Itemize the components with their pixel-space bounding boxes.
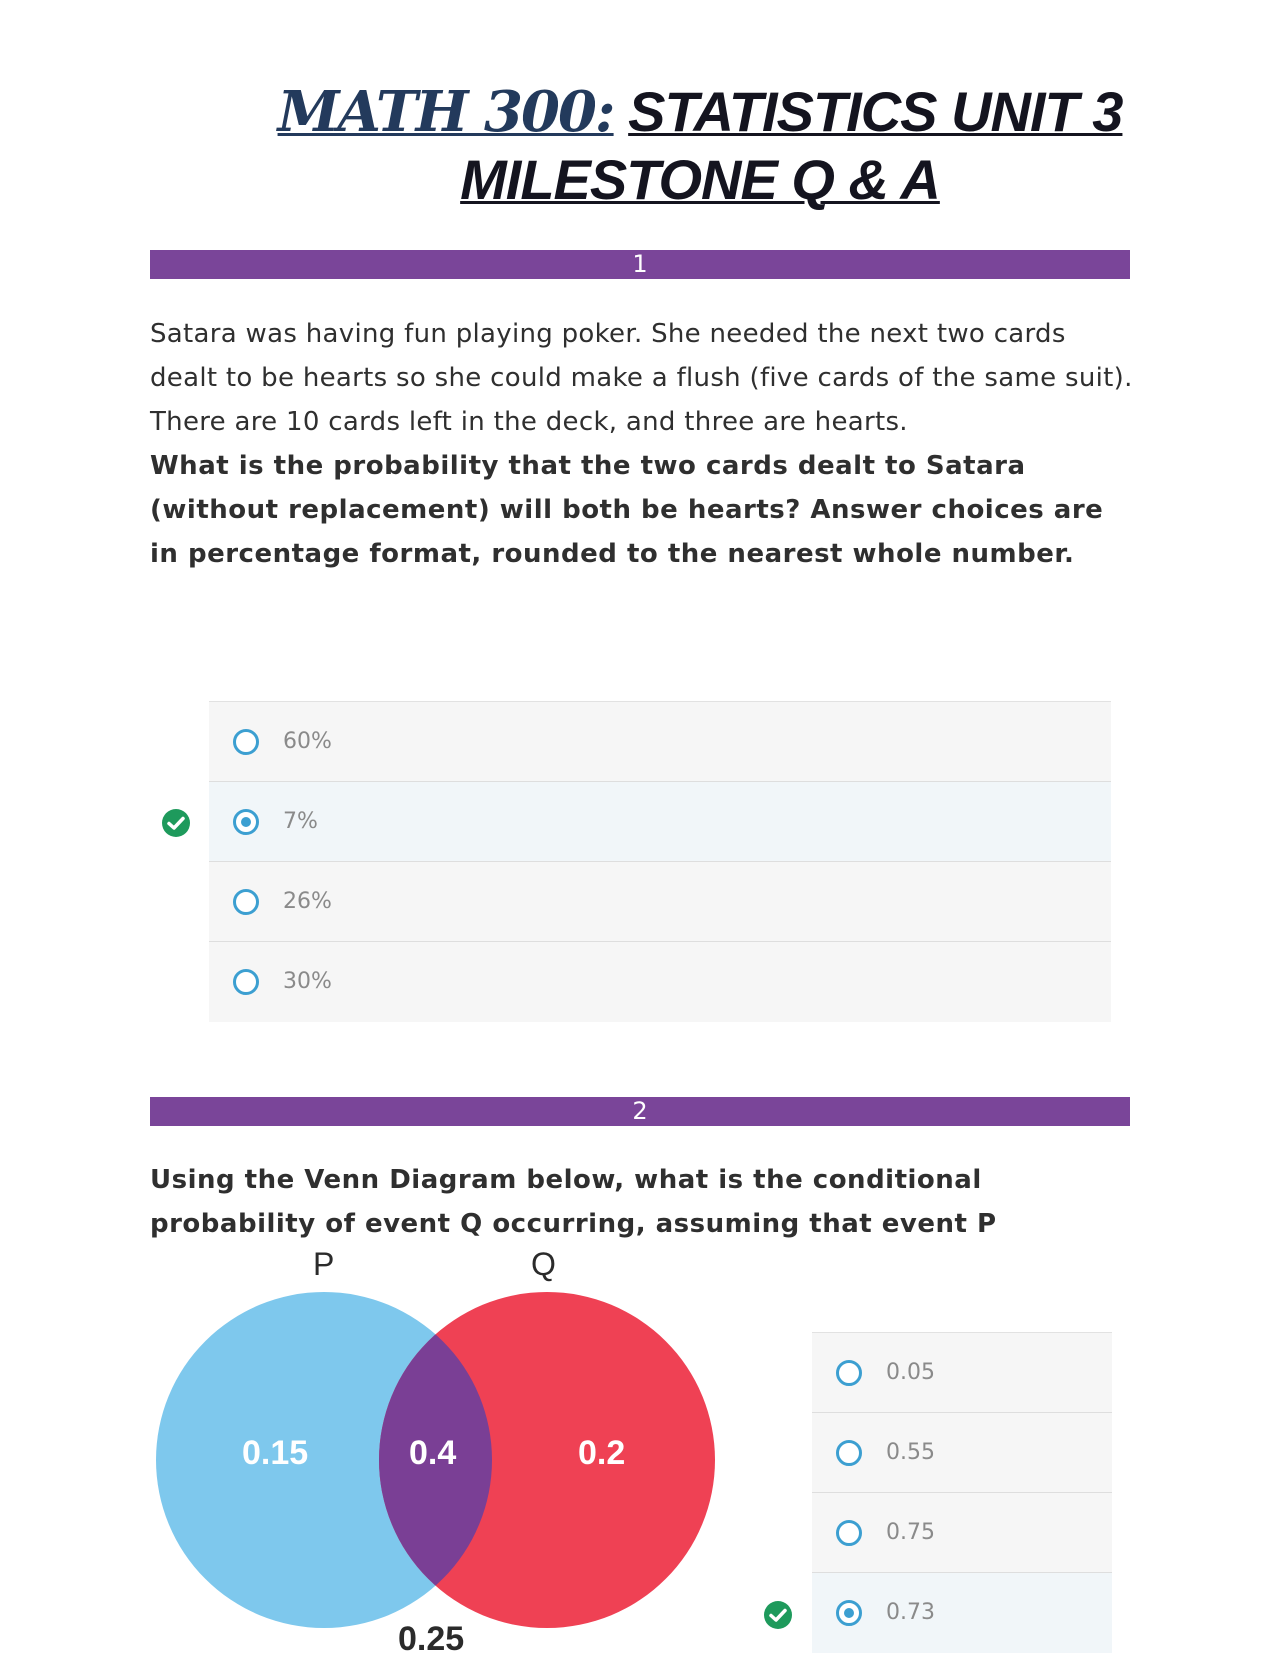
venn-label-q: Q — [531, 1246, 556, 1282]
choice-option[interactable] — [812, 1493, 1112, 1573]
choice-label: 0.55 — [886, 1440, 935, 1465]
venn-label-p: P — [313, 1246, 335, 1282]
radio-button[interactable] — [233, 969, 259, 995]
title-unit: STATISTICS UNIT 3 — [628, 80, 1123, 143]
choice-option[interactable] — [812, 1413, 1112, 1493]
correct-check-icon — [162, 809, 190, 837]
choice-option[interactable] — [209, 942, 1111, 1022]
radio-button[interactable] — [233, 729, 259, 755]
question-1-text — [150, 312, 1140, 576]
choice-label: 30% — [283, 969, 332, 994]
choice-label: 0.75 — [886, 1520, 935, 1545]
question-1-header-bar — [150, 250, 1130, 279]
choice-option[interactable] — [812, 1333, 1112, 1413]
question-2-choices — [812, 1332, 1112, 1653]
venn-value-p-only: 0.15 — [242, 1434, 309, 1472]
choice-option-selected[interactable] — [812, 1573, 1112, 1653]
question-2-question: Using the Venn Diagram below, what is the conditional probability of event Q occurring, assuming that event P — [150, 1165, 997, 1239]
question-1-number: 1 — [632, 250, 648, 278]
question-1-question: What is the probability that the two cards dealt to Satara (without replacement) will both be hearts? Answer choices are in percentage format, rounded to the nearest whole number. — [150, 451, 1104, 569]
question-2-header-bar — [150, 1097, 1130, 1126]
title-course: MATH 300: — [277, 79, 614, 145]
choice-label: 0.05 — [886, 1360, 935, 1385]
venn-value-outside: 0.25 — [398, 1620, 465, 1658]
question-2-number: 2 — [632, 1097, 648, 1125]
choice-label: 60% — [283, 729, 332, 754]
radio-button[interactable] — [233, 889, 259, 915]
radio-button[interactable] — [836, 1440, 862, 1466]
document-title — [200, 78, 1200, 214]
choice-label: 0.73 — [886, 1600, 935, 1625]
radio-button-selected[interactable] — [836, 1600, 862, 1626]
radio-button[interactable] — [836, 1520, 862, 1546]
correct-check-icon — [764, 1601, 792, 1629]
choice-label: 26% — [283, 889, 332, 914]
choice-label: 7% — [283, 809, 318, 834]
radio-button[interactable] — [836, 1360, 862, 1386]
venn-value-q-only: 0.2 — [578, 1434, 626, 1472]
question-1-prompt: Satara was having fun playing poker. She needed the next two cards dealt to be hearts so she could make a flush (five cards of the same suit). There are 10 cards left in the deck, and three are hearts. — [150, 319, 1133, 437]
title-milestone: MILESTONE Q & A — [460, 148, 940, 211]
question-2-text — [150, 1158, 1140, 1246]
venn-value-intersection: 0.4 — [409, 1434, 457, 1472]
choice-option-selected[interactable] — [209, 782, 1111, 862]
choice-option[interactable] — [209, 862, 1111, 942]
radio-button-selected[interactable] — [233, 809, 259, 835]
choice-option[interactable] — [209, 702, 1111, 782]
question-1-choices — [209, 701, 1111, 1022]
